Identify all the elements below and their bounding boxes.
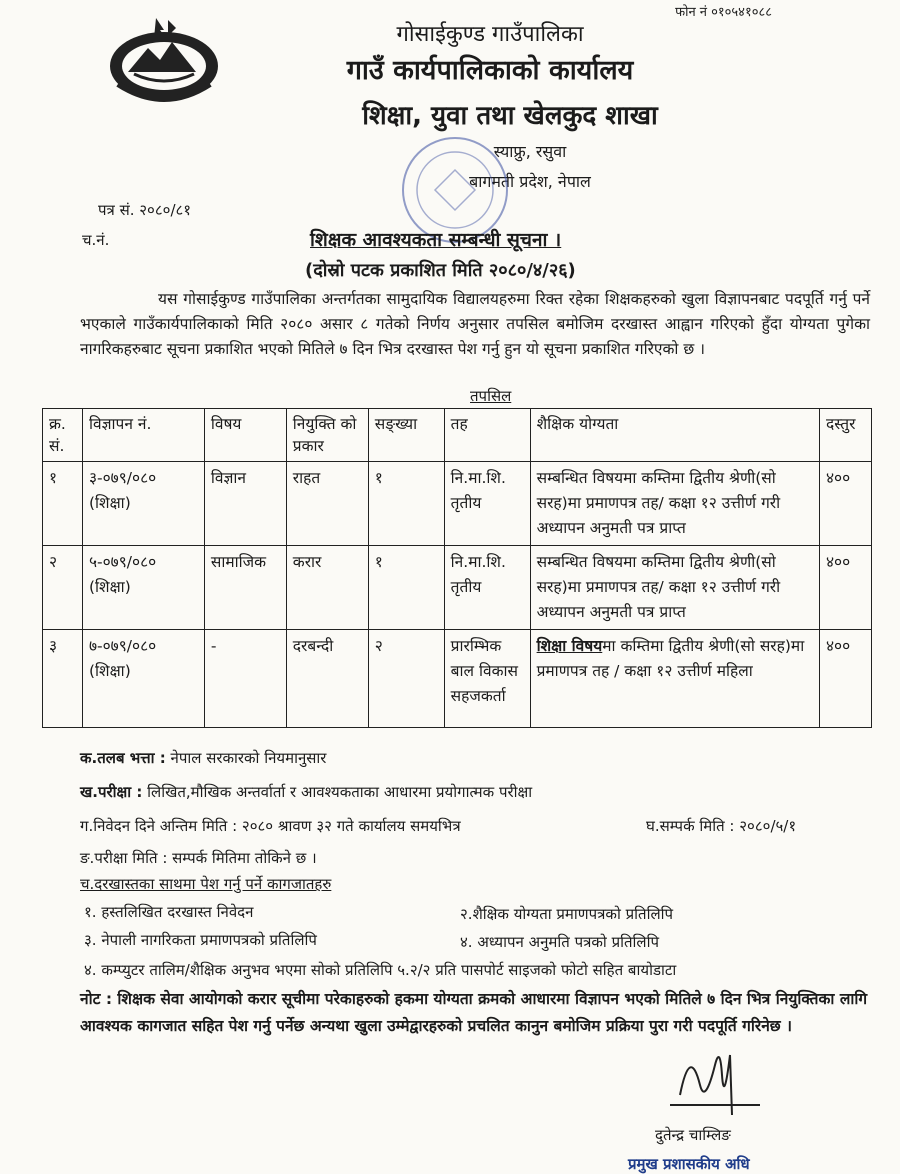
row-subject: सामाजिक [204,546,286,630]
table-caption: तपसिल [470,387,512,405]
office-name: गाउँ कार्यपालिकाको कार्यालय [346,55,634,86]
exam-condition: ख.परीक्षा : लिखित,मौखिक अन्तर्वार्ता र आवश्यकताका आधारमा प्रयोगात्मक परीक्षा [80,783,533,801]
header-qualification: शैक्षिक योग्यता [530,409,819,462]
table-row [43,546,872,630]
document-item: ४. कम्प्युटर तालिम/शैक्षिक अनुभव भएमा सोको प्रतिलिपि ५.२/२ प्रति पासपोर्ट साइजको फोटो सहित बायोडाटा [84,961,677,979]
row-level: नि.मा.शि. तृतीय [444,462,530,546]
note-paragraph: नोट : शिक्षक सेवा आयोगको करार सूचीमा परेकाहरुको हकमा योग्यता क्रमको आधारमा विज्ञापन भएको मितिले ७ दिन भित्र नियुक्तिका लागि आवश्यक कागजात सहित पेश गर्नु पर्नेछ अन्यथा खुला उम्मेद्वारहरुको प्रचलित कानुन बमोजिम प्रक्रिया पुरा गरी पदपूर्ति गरिनेछ । [80,990,868,1035]
row-level: नि.मा.शि. तृतीय [444,546,530,630]
row-qualification: शिक्षा विषयमा कम्तिमा द्वितीय श्रेणी(सो सरह)मा प्रमाणपत्र तह / कक्षा १२ उत्तीर्ण महिला [530,630,819,728]
header-level: तह [444,409,530,462]
row-type: करार [286,546,368,630]
document-item: २.शैक्षिक योग्यता प्रमाणपत्रको प्रतिलिपि [460,905,674,923]
row-subject: विज्ञान [204,462,286,546]
document-item: ४. अध्यापन अनुमति पत्रको प्रतिलिपि [460,933,659,951]
salary-condition: क.तलब भत्ता : नेपाल सरकारको नियमानुसार [80,749,327,767]
row-sn: २ [43,546,83,630]
row-qualification: सम्बन्धित विषयमा कम्तिमा द्वितीय श्रेणी(सो सरह)मा प्रमाणपत्र तह/ कक्षा १२ उत्तीर्ण गरी अध्यापन अनुमती पत्र प्राप्त [530,462,819,546]
header-subject: विषय [204,409,286,462]
row-count: १ [368,462,444,546]
section-name: शिक्षा, युवा तथा खेलकुद शाखा [362,101,658,131]
municipality-name: गोसाईकुण्ड गाउँपालिका [396,22,584,47]
dispatch-number: च.नं. [82,231,110,249]
notice-body: यस गोसाईकुण्ड गाउँपालिका अन्तर्गतका सामुदायिक विद्यालयहरुमा रिक्त रहेका शिक्षकहरुको खुला विज्ञापनबाट पदपूर्ति गर्नु पर्ने भएकाले गाउँकार्यपालिकाको मिति २०८० असार ८ गतेको निर्णय अनुसार तपसिल बमोजिम दरखास्त आह्वान गरिएको हुँदा योग्यता पुगेका नागरिकहरुबाट सूचना प्रकाशित भएको मितिले ७ दिन भित्र दरखास्त पेश गर्नु हुन यो सूचना प्रकाशित गरिएको छ । [80,290,870,358]
row-fee: ४०० [819,462,871,546]
header-count: सङ्ख्या [368,409,444,462]
letter-number: पत्र सं. २०८०/८१ [98,201,192,219]
row-sn: १ [43,462,83,546]
signatory-name: दुतेन्द्र चाम्लिङ [655,1126,731,1144]
table-row [43,630,872,728]
row-subject: - [204,630,286,728]
header-adv-no: विज्ञापन नं. [82,409,204,462]
header-sn: क्र. सं. [43,409,83,462]
vacancy-table [42,408,872,728]
table-header-row [43,409,872,462]
row-level: प्रारम्भिक बाल विकास सहजकर्ता [444,630,530,728]
row-type: राहत [286,462,368,546]
notice-subtitle: (दोस्रो पटक प्रकाशित मिति २०८०/४/२६) [305,260,576,281]
signature-icon [660,1035,770,1125]
documents-heading: च.दरखास्तका साथमा पेश गर्नु पर्ने कागजातहरु [80,875,332,893]
row-type: दरबन्दी [286,630,368,728]
deadline-condition: ग.निवेदन दिने अन्तिम मिति : २०८० श्रावण ३२ गते कार्यालय समयभित्र [80,817,461,835]
phone-number: फोन नं ०१०५४१०८८ [675,5,772,20]
row-fee: ४०० [819,630,871,728]
row-count: १ [368,546,444,630]
row-fee: ४०० [819,546,871,630]
contact-date: घ.सम्पर्क मिति : २०८०/५/१ [646,817,797,835]
address-line-2: बागमती प्रदेश, नेपाल [469,172,591,191]
address-line-1: स्याफ्रु, रसुवा [493,142,567,161]
document-item: १. हस्तलिखित दरखास्त निवेदन [84,903,254,921]
row-sn: ३ [43,630,83,728]
qualification-lead: शिक्षा विषय [536,637,603,655]
header-fee: दस्तुर [819,409,871,462]
document-item: ३. नेपाली नागरिकता प्रमाणपत्रको प्रतिलिपि [84,931,317,949]
notice-title: शिक्षक आवश्यकता सम्बन्धी सूचना । [310,229,562,251]
row-qualification: सम्बन्धित विषयमा कम्तिमा द्वितीय श्रेणी(सो सरह)मा प्रमाणपत्र तह/ कक्षा १२ उत्तीर्ण गरी अध्यापन अनुमती पत्र प्राप्त [530,546,819,630]
row-adv-no: ५-०७९/०८० (शिक्षा) [82,546,204,630]
header-type: नियुक्ति को प्रकार [286,409,368,462]
exam-date: ङ.परीक्षा मिति : सम्पर्क मितिमा तोकिने छ । [80,849,317,867]
signatory-designation: प्रमुख प्रशासकीय अधि [628,1155,750,1173]
table-row [43,462,872,546]
row-count: २ [368,630,444,728]
row-adv-no: ७-०७९/०८० (शिक्षा) [82,630,204,728]
row-adv-no: ३-०७९/०८० (शिक्षा) [82,462,204,546]
